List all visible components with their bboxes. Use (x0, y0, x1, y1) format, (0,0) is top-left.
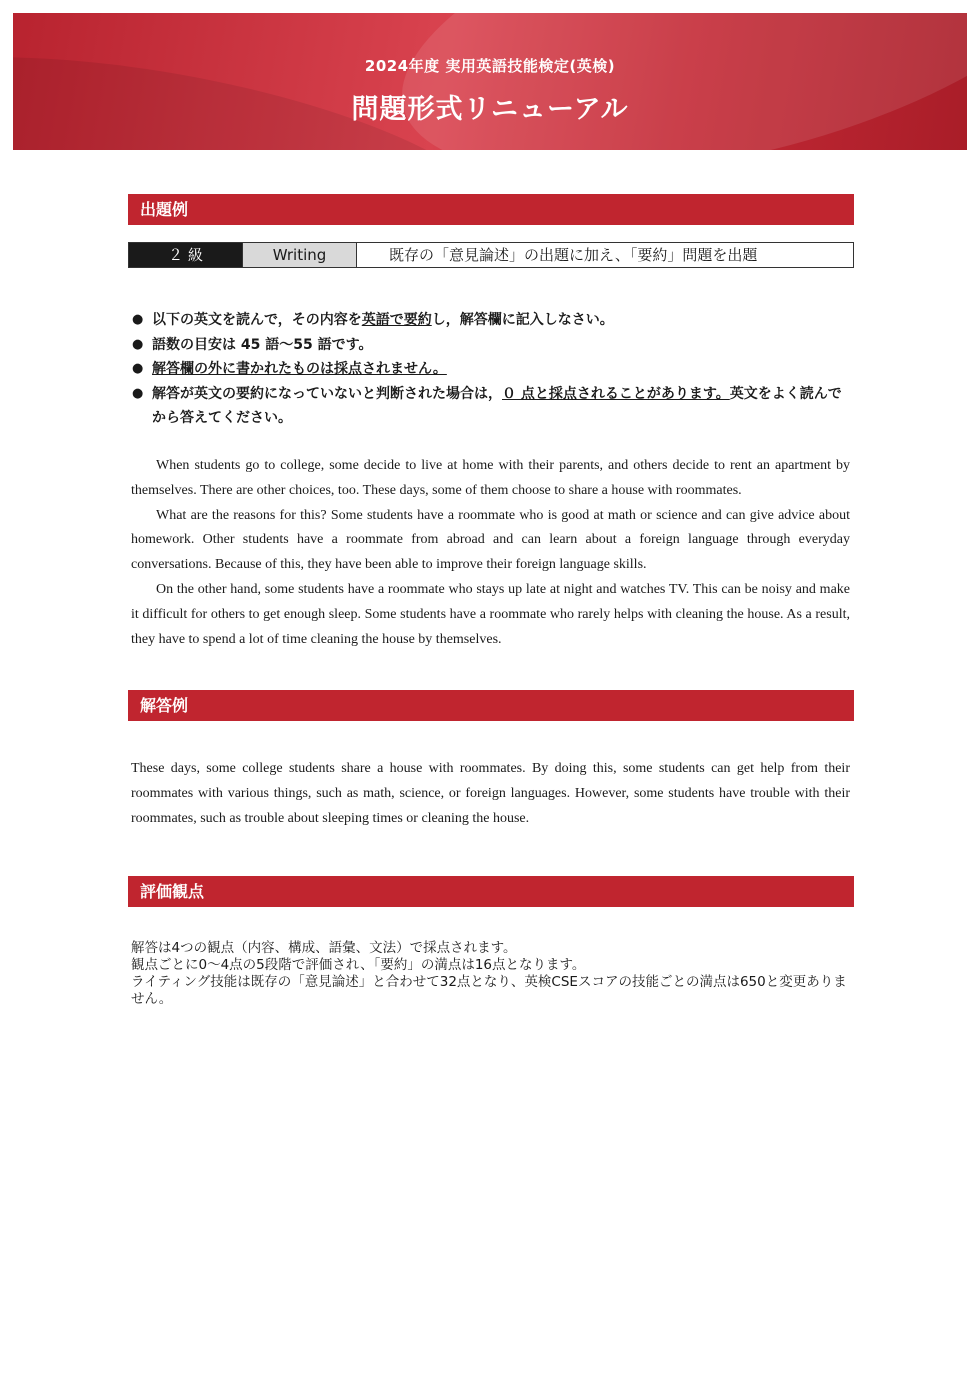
passage-paragraph: What are the reasons for this? Some students have a roommate who is good at math or science and can give advice about homework. Other students have a roommate from abroad and can learn about a foreign language through everyday conversations. Because of this, they have been able to improve their foreign language skills. (131, 507, 850, 573)
skill-cell: Writing (242, 243, 357, 267)
reading-passage (131, 454, 850, 652)
description-cell: 既存の「意見論述」の出題に加え、「要約」問題を出題 (389, 246, 758, 264)
evaluation-line: ライティング技能は既存の「意見論述」と合わせて32点となり、英検CSEスコアの技能ごとの満点は650と変更ありません。 (131, 974, 847, 1007)
bullet-icon: ● (132, 336, 144, 352)
grade-table (128, 242, 854, 268)
bullet-icon: ● (132, 385, 144, 401)
instruction-item (132, 308, 854, 333)
instruction-text: し，解答欄に記入しなさい。 (431, 312, 614, 328)
instruction-item (132, 333, 854, 358)
passage-paragraph: When students go to college, some decide to live at home with their parents, and others decide to rent an apartment by themselves. There are other choices, too. These days, some of them choose to share a house with roommates. (131, 458, 850, 498)
answer-text: These days, some college students share a house with roommates. By doing this, some students can get help from their roommates with various things, such as math, science, or foreign languages. However, some students have trouble with their roommates, such as trouble about sleeping times or cleaning the house. (131, 761, 850, 826)
section-heading-evaluation: 評価観点 (128, 876, 854, 907)
evaluation-text (131, 940, 853, 1008)
banner-decoration (372, 13, 967, 150)
header-title: 問題形式リニューアル (351, 94, 629, 125)
instruction-text: 語数の目安は 45 語～55 語です。 (152, 336, 373, 353)
evaluation-line: 観点ごとに0～4点の5段階で評価され、「要約」の満点は16点となります。 (131, 957, 586, 973)
section-heading-answer: 解答例 (128, 690, 854, 721)
instruction-text: 以下の英文を読んで，その内容を (152, 312, 362, 328)
instruction-underlined: 解答欄の外に書かれたものは採点されません。 (152, 361, 447, 377)
passage-paragraph: On the other hand, some students have a roommate who stays up late at night and watches TV. This can be noisy and make it difficult for others to get enough sleep. Some students have a roommate who rarely helps with cleaning the house. As a result, they have to spend a lot of time cleaning the house by themselves. (131, 581, 850, 647)
instruction-item (132, 357, 854, 382)
header-subtitle: 2024年度 実用英語技能検定(英検) (364, 57, 616, 75)
bullet-icon: ● (132, 361, 144, 376)
grade-cell: ２ 級 (129, 243, 242, 267)
header-banner (13, 13, 967, 150)
section-heading-example: 出題例 (128, 194, 854, 225)
evaluation-line: 解答は4つの観点（内容、構成、語彙、文法）で採点されます。 (131, 940, 517, 956)
bullet-icon: ● (132, 312, 144, 327)
instruction-list (132, 308, 854, 431)
instruction-text: 英文をよく読んでから答えてください。 (152, 385, 842, 426)
instruction-underlined: ０ 点と採点されることがあります。 (502, 385, 730, 402)
instruction-underlined: 英語で要約 (361, 312, 432, 328)
instruction-item (132, 382, 854, 431)
instruction-text: 解答が英文の要約になっていないと判断された場合は， (152, 385, 502, 402)
